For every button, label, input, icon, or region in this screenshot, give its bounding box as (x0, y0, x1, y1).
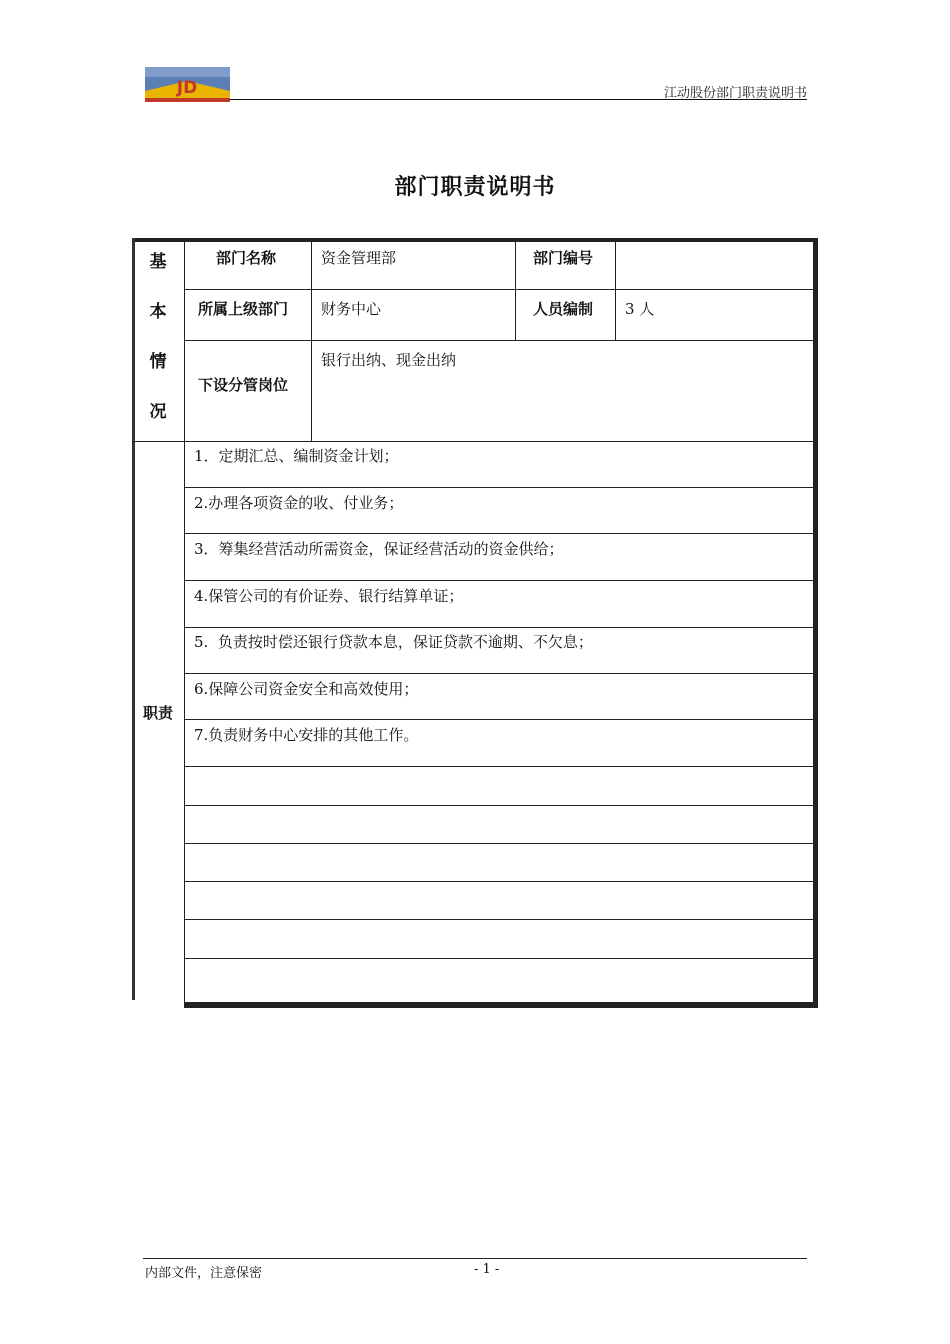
company-logo (145, 67, 230, 102)
duty-row-divider (184, 580, 814, 581)
confidential-notice: 内部文件，注意保密 (145, 1266, 263, 1281)
duty-item: 3．筹集经营活动所需资金，保证经营活动的资金供给； (194, 540, 564, 558)
basic-info-label-char: 情 (149, 352, 167, 372)
header-divider (230, 99, 807, 100)
page-number: - 1 - (474, 1262, 500, 1277)
duty-row-divider (184, 487, 814, 488)
duty-item: 7.负责财务中心安排的其他工作。 (194, 726, 419, 744)
document-series-title: 江动股份部门职责说明书 (663, 86, 807, 101)
duty-row-divider (184, 766, 814, 767)
section-divider (132, 441, 814, 442)
positions-label: 下设分管岗位 (198, 376, 289, 394)
dept-name-value: 资金管理部 (321, 249, 397, 267)
duties-label: 职责 (142, 704, 173, 722)
headcount-label: 人员编制 (533, 300, 594, 318)
svg-text:JD: JD (176, 78, 198, 98)
duty-item: 6.保障公司资金安全和高效使用； (194, 680, 419, 698)
duty-row-divider (184, 627, 814, 628)
table-right-border (814, 238, 818, 1008)
table-bottom-border (184, 1003, 818, 1008)
grid-line (615, 240, 616, 340)
duty-item: 4.保管公司的有价证券、银行结算单证； (194, 587, 464, 605)
duty-row-divider (184, 881, 814, 882)
duty-row-divider (184, 805, 814, 806)
page-title: 部门职责说明书 (394, 175, 556, 200)
duty-row-divider (184, 919, 814, 920)
duty-item: 2.办理各项资金的收、付业务； (194, 494, 404, 512)
duty-row-divider (184, 673, 814, 674)
grid-line (184, 340, 814, 341)
duty-row-divider (184, 843, 814, 844)
positions-value: 银行出纳、现金出纳 (321, 351, 457, 369)
grid-line (184, 289, 814, 290)
headcount-value: 3 人 (625, 300, 655, 318)
duty-row-divider (184, 719, 814, 720)
dept-name-label: 部门名称 (216, 249, 277, 267)
duty-row-divider (184, 533, 814, 534)
dept-code-label: 部门编号 (533, 249, 594, 267)
grid-line (515, 240, 516, 340)
footer-divider (143, 1258, 807, 1259)
basic-info-label-char: 况 (149, 402, 167, 422)
duty-item: 1．定期汇总、编制资金计划； (194, 447, 399, 465)
basic-info-label-char: 基 (149, 252, 167, 272)
duty-item: 5. 负责按时偿还银行贷款本息，保证贷款不逾期、不欠息； (194, 633, 593, 651)
duty-row-divider (184, 958, 814, 959)
table-inner-outline (184, 240, 814, 1003)
basic-info-label-char: 本 (149, 302, 167, 322)
parent-dept-value: 财务中心 (321, 300, 382, 318)
parent-dept-label: 所属上级部门 (198, 300, 289, 318)
responsibility-table (132, 238, 818, 1008)
